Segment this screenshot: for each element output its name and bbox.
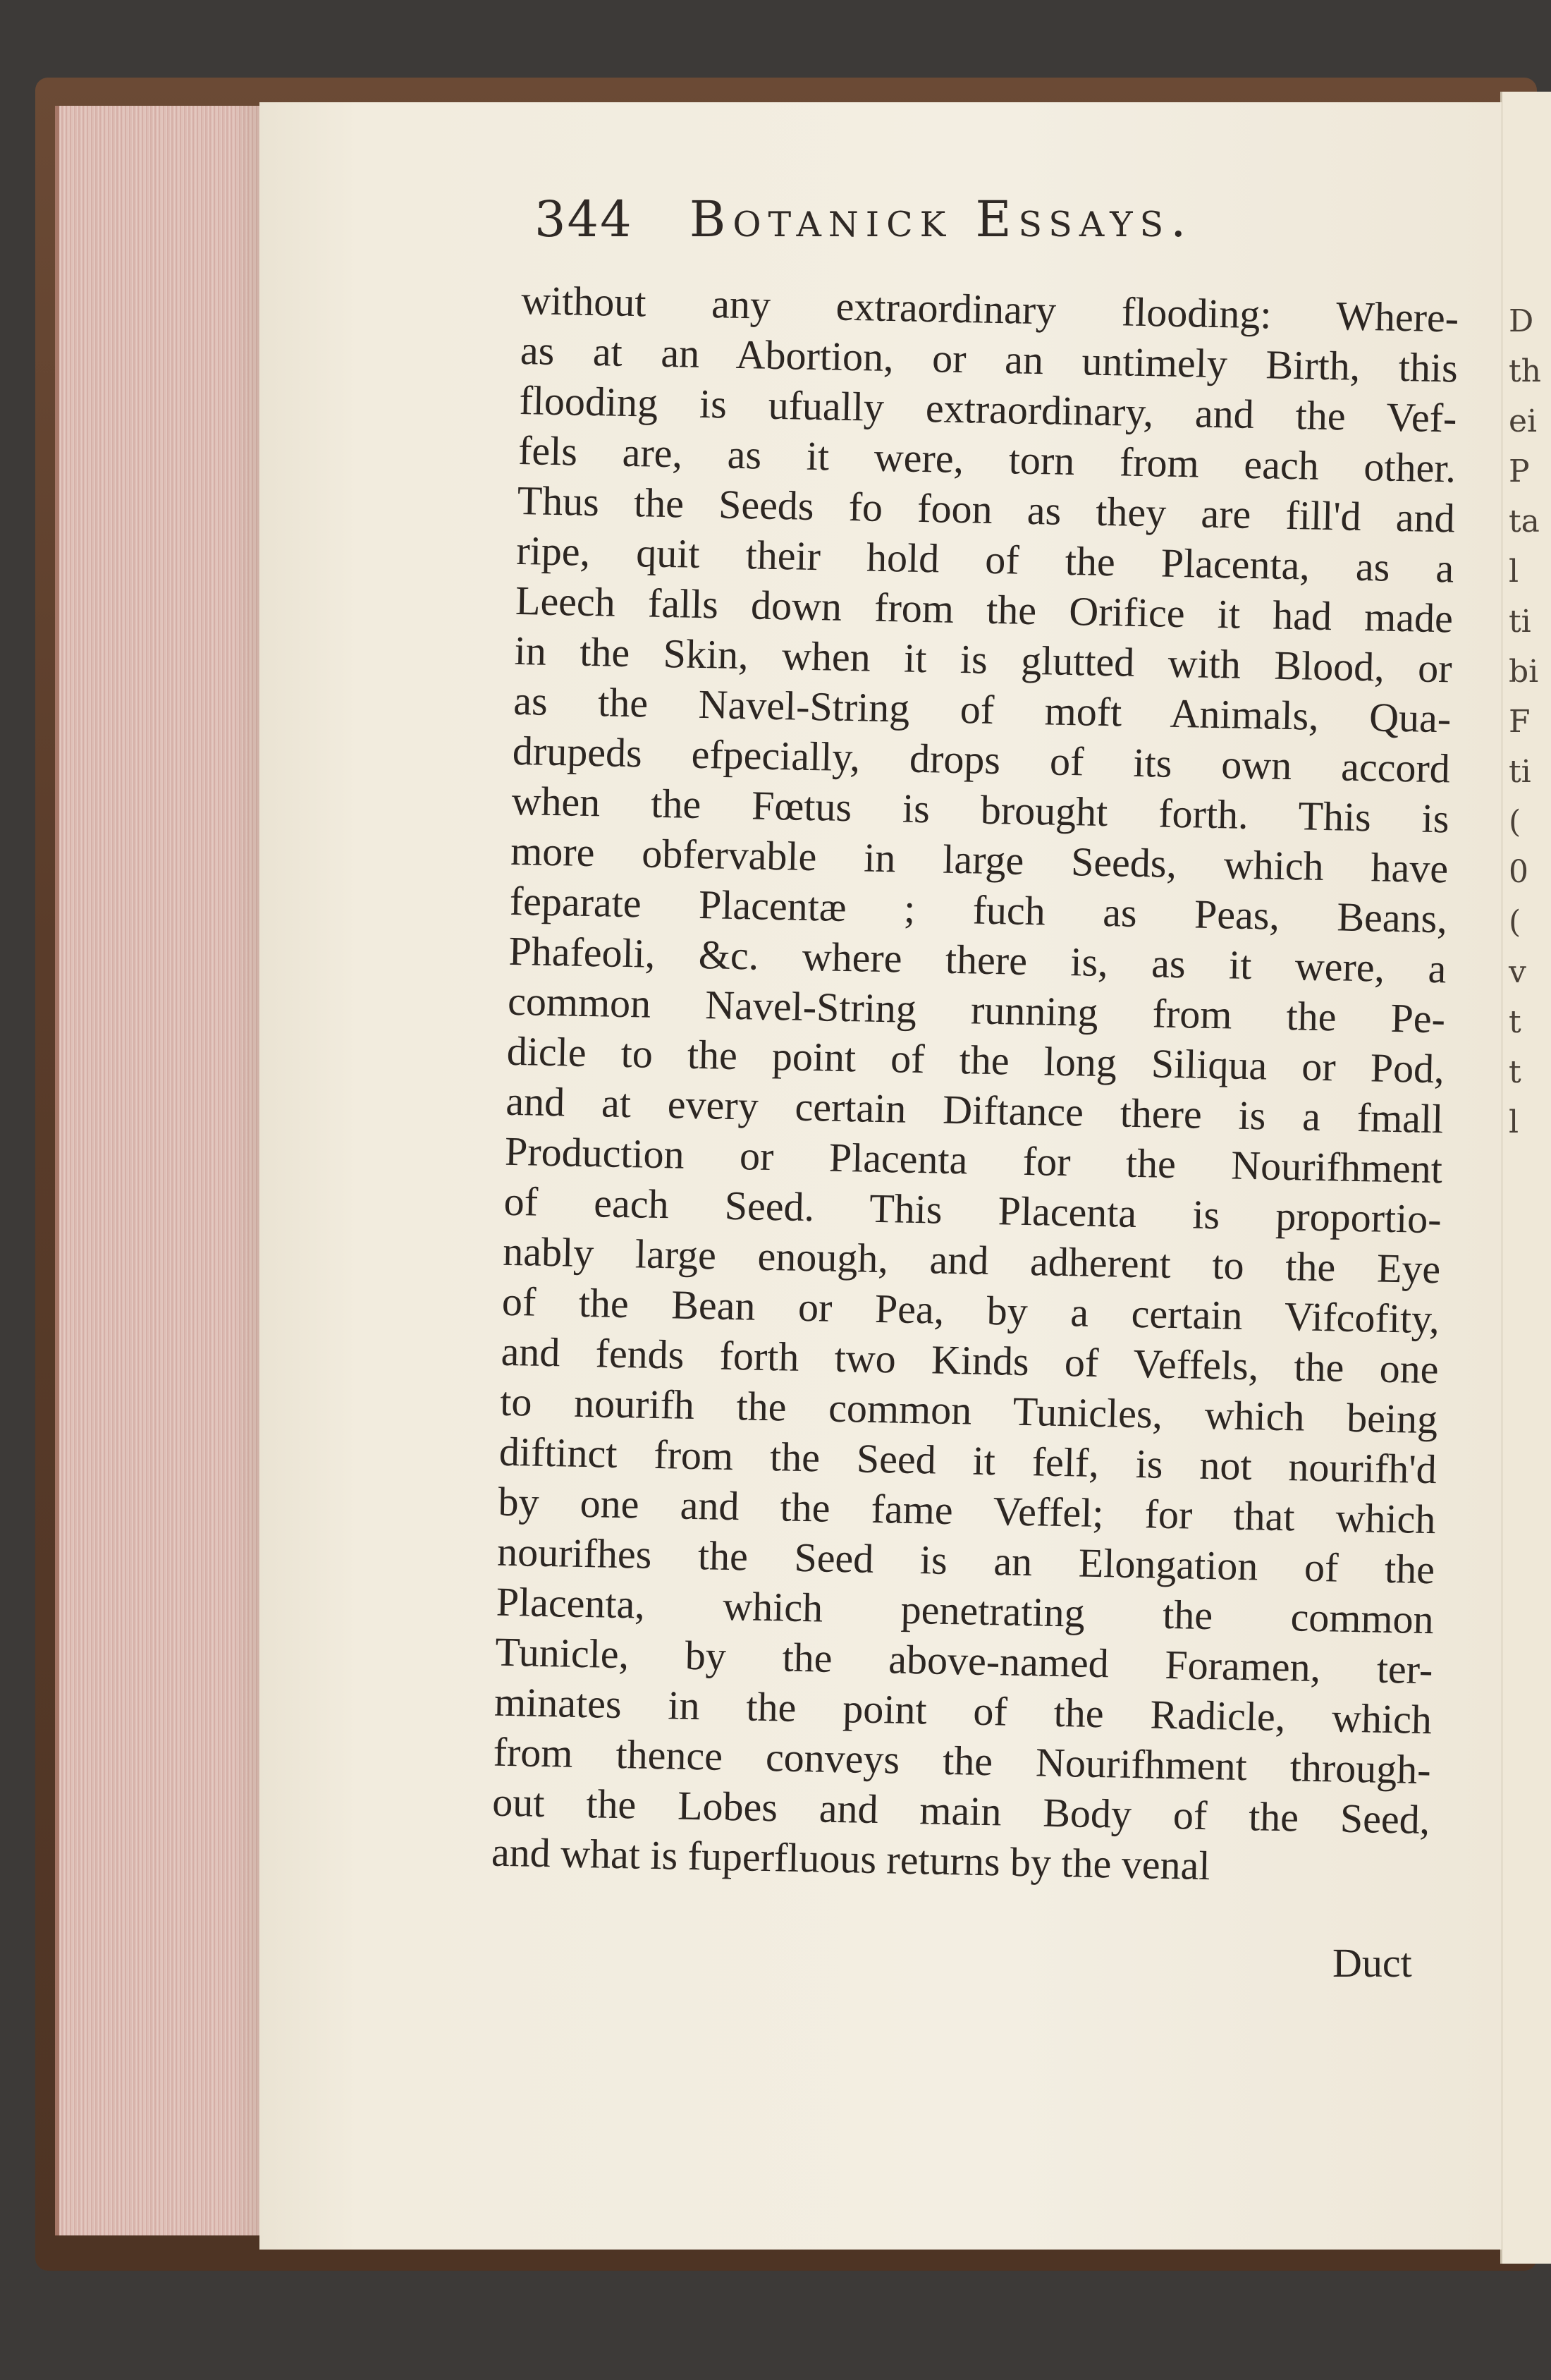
text-line: more obfervable in large Seeds, which have bbox=[510, 827, 1449, 892]
text-line: out the Lobes and main Body of the Seed, bbox=[491, 1778, 1430, 1843]
text-line: of the Bean or Pea, by a certain Vifcofity, bbox=[501, 1278, 1440, 1343]
text-line: Production or Placenta for the Nourifhment bbox=[504, 1128, 1443, 1192]
text-line: from thence conveys the Nourifhment through- bbox=[493, 1728, 1432, 1793]
text-line: diftinct from the Seed it felf, is not nourifh'd bbox=[498, 1428, 1437, 1493]
text-line: drupeds efpecially, drops of its own accord bbox=[512, 727, 1451, 792]
running-head bbox=[534, 190, 1380, 248]
text-line: feparate Placentæ ; fuch as Peas, Beans, bbox=[509, 877, 1448, 942]
text-line: Leech falls down from the Orifice it had made bbox=[515, 577, 1454, 642]
text-line: Phafeoli, &c. where there is, as it were, a bbox=[508, 927, 1447, 992]
text-line: flooding is ufually extraordinary, and the Vef- bbox=[518, 377, 1457, 441]
text-line: and at every certain Diftance there is a fmall bbox=[505, 1078, 1444, 1142]
text-line: by one and the fame Veffel; for that which bbox=[497, 1478, 1436, 1543]
text-line: as the Navel-String of moft Animals, Qua- bbox=[513, 677, 1452, 742]
text-line: Tunicle, by the above-named Foramen, ter- bbox=[494, 1628, 1433, 1693]
facing-page-text: D th ei P ta l ti bi F ti ( 0 ( v t t l bbox=[1509, 303, 1542, 1140]
page-title: Botanick Essays. bbox=[689, 190, 1194, 248]
page-number: 344 bbox=[534, 190, 633, 248]
text-line: dicle to the point of the long Siliqua or Pod, bbox=[506, 1027, 1445, 1092]
text-line: and what is fuperfluous returns by the venal bbox=[491, 1829, 1211, 1889]
text-line: fels are, as it were, torn from each other. bbox=[517, 427, 1457, 492]
text-line: as at an Abortion, or an untimely Birth, this bbox=[520, 327, 1459, 391]
text-line: and fends forth two Kinds of Veffels, the one bbox=[501, 1328, 1440, 1393]
catchword: Duct bbox=[1332, 1940, 1412, 1986]
text-line: common Navel-String running from the Pe- bbox=[507, 977, 1446, 1042]
text-line: Thus the Seeds fo foon as they are fill'd and bbox=[517, 477, 1456, 542]
text-line: of each Seed. This Placenta is proportio- bbox=[503, 1178, 1442, 1243]
text-line: minates in the point of the Radicle, which bbox=[494, 1678, 1433, 1743]
text-line: in the Skin, when it is glutted with Blood, or bbox=[514, 627, 1453, 692]
text-line: ripe, quit their hold of the Placenta, as a bbox=[515, 527, 1454, 592]
text-line: nably large enough, and adherent to the Eye bbox=[502, 1228, 1441, 1293]
text-line: when the Fœtus is brought forth. This is bbox=[511, 777, 1450, 842]
body-text bbox=[491, 275, 1459, 1895]
text-line: to nourifh the common Tunicles, which being bbox=[499, 1378, 1438, 1443]
text-line: nourifhes the Seed is an Elongation of the bbox=[496, 1528, 1435, 1593]
text-line: Placenta, which penetrating the common bbox=[496, 1578, 1435, 1643]
text-line: without any extraordinary flooding: Where- bbox=[520, 276, 1459, 341]
